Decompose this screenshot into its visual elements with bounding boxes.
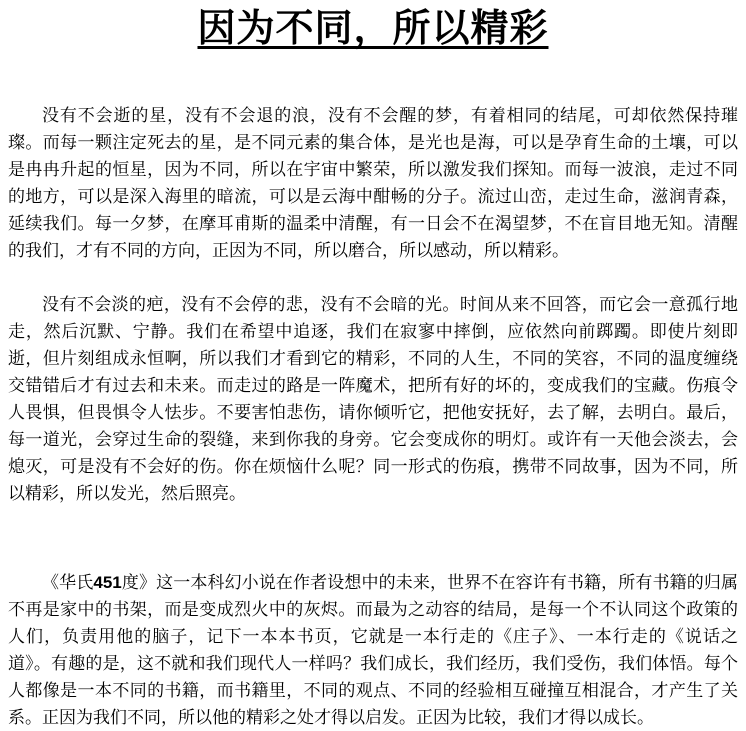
- document-page: [0, 8, 746, 727]
- book-title-prefix: 《华氏: [42, 572, 94, 592]
- essay-paragraph-2: 没有不会淡的疤，没有不会停的悲，没有不会暗的光。时间从来不回答，而它会一意孤行地走，然后沉默、宁静。我们在希望中追逐，我们在寂寥中摔倒，应依然向前踯躅。即使片刻即逝，但片刻组成永恒啊，所以我们才看到它的精彩，不同的人生，不同的笑容，不同的温度缠绕交错错后才有过去和未来。而走过的路是一阵魔术，把所有好的坏的，变成我们的宝藏。伤痕令人畏惧，但畏惧令人怯步。不要害怕悲伤，请你倾听它，把他安抚好，去了解，去明白。最后，每一道光，会穿过生命的裂缝，来到你我的身旁。它会变成你的明灯。或许有一天他会淡去，会熄灭，可是没有不会好的伤。你在烦恼什么呢？同一形式的伤痕，携带不同故事，因为不同，所以精彩，所以发光，然后照亮。: [8, 294, 738, 503]
- essay-title: 因为不同，所以精彩: [197, 8, 549, 50]
- essay-body: [8, 102, 738, 731]
- essay-paragraph-1: 没有不会逝的星，没有不会退的浪，没有不会醒的梦，有着相同的结尾，可却依然保持璀璨。而每一颗注定死去的星，是不同元素的集合体，是光也是海，可以是孕育生命的土壤，可以是冉冉升起的恒星，因为不同，所以在宇宙中繁荣，所以激发我们探知。而每一波浪，走过不同的地方，可以是深入海里的暗流，可以是云海中酣畅的分子。流过山峦，走过生命，滋润青森，延续我们。每一夕梦，在摩耳甫斯的温柔中清醒，有一日会不在渴望梦，不在盲目地无知。清醒的我们，才有不同的方向，正因为不同，所以磨合，所以感动，所以精彩。: [8, 105, 738, 260]
- essay-paragraph-3: [8, 569, 738, 731]
- paragraph-3-body-text: 度》这一本科幻小说在作者设想中的未来，世界不在容许有书籍，所有书籍的归属不再是家中的书架，而是变成烈火中的灰烬。而最为之动容的结局，是每一个不认同这个政策的人们，负责用他的脑子，记下一本本书页，它就是一本行走的《庄子》、一本行走的《说话之道》。有趣的是，这不就和我们现代人一样吗？我们成长，我们经历，我们受伤，我们体悟。每个人都像是一本不同的书籍，而书籍里，不同的观点、不同的经验相互碰撞互相混合，才产生了关系。正因为我们不同，所以他的精彩之处才得以启发。正因为比较，我们才得以成长。: [8, 572, 739, 727]
- book-number-bold: 451: [93, 572, 122, 592]
